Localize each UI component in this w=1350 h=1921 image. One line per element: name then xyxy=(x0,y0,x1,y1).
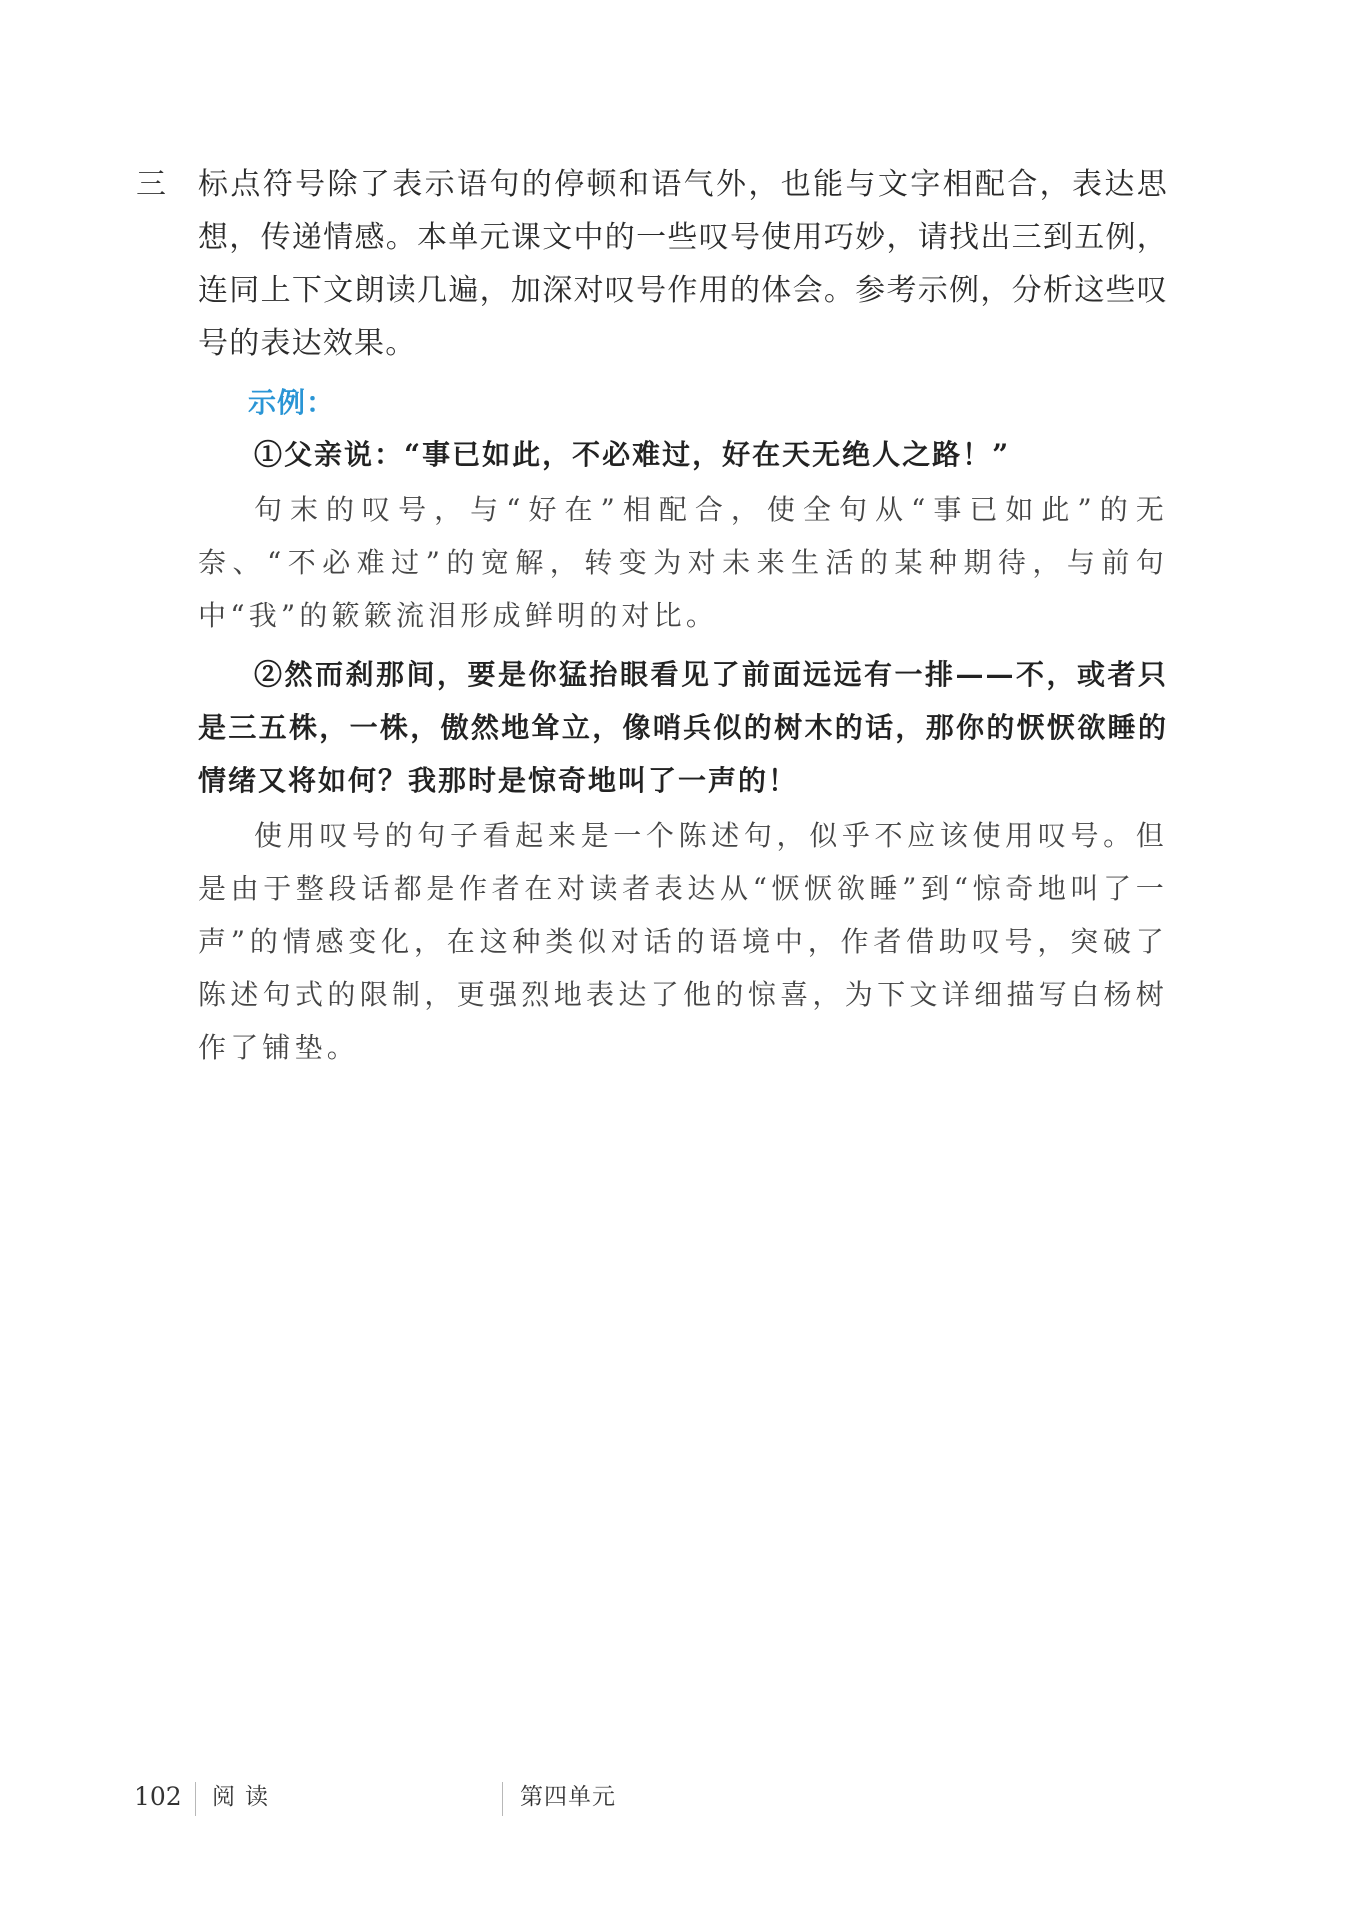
footer-divider xyxy=(195,1782,196,1816)
example-analysis: 使用叹号的句子看起来是一个陈述句，似乎不应该使用叹号。但是由于整段话都是作者在对读者表达从“恹恹欲睡”到“惊奇地叫了一声”的情感变化，在这种类似对话的语境中，作者借助叹号，突破了陈述句式的限制，更强烈地表达了他的惊喜，为下文详细描写白杨树作了铺垫。 xyxy=(198,819,1168,1064)
example-quote: ②然而刹那间，要是你猛抬眼看见了前面远远有一排——不，或者只是三五株，一株，傲然地耸立，像哨兵似的树木的话，那你的恹恹欲睡的情绪又将如何？我那时是惊奇地叫了一声的！ xyxy=(198,658,1168,797)
example-analysis: 句末的叹号，与“好在”相配合，使全句从“事已如此”的无奈、“不必难过”的宽解，转变为对未来生活的某种期待，与前句中“我”的簌簌流泪形成鲜明的对比。 xyxy=(198,493,1168,632)
footer-divider xyxy=(502,1782,503,1816)
section-name: 阅读 xyxy=(212,1784,278,1810)
page-footer xyxy=(0,1780,1350,1820)
exercise-number: 三 xyxy=(136,167,166,202)
example-quote: ①父亲说：“事已如此，不必难过，好在天无绝人之路！” xyxy=(254,438,1011,471)
page-number: 102 xyxy=(134,1782,182,1811)
exercise-block xyxy=(136,158,1176,1074)
unit-name: 第四单元 xyxy=(520,1784,616,1810)
example-label: 示例： xyxy=(248,386,336,419)
exercise-prompt: 标点符号除了表示语句的停顿和语气外，也能与文字相配合，表达思想，传递情感。本单元课文中的一些叹号使用巧妙，请找出三到五例，连同上下文朗读几遍，加深对叹号作用的体会。参考示例，分析这些叹号的表达效果。 xyxy=(198,167,1168,361)
